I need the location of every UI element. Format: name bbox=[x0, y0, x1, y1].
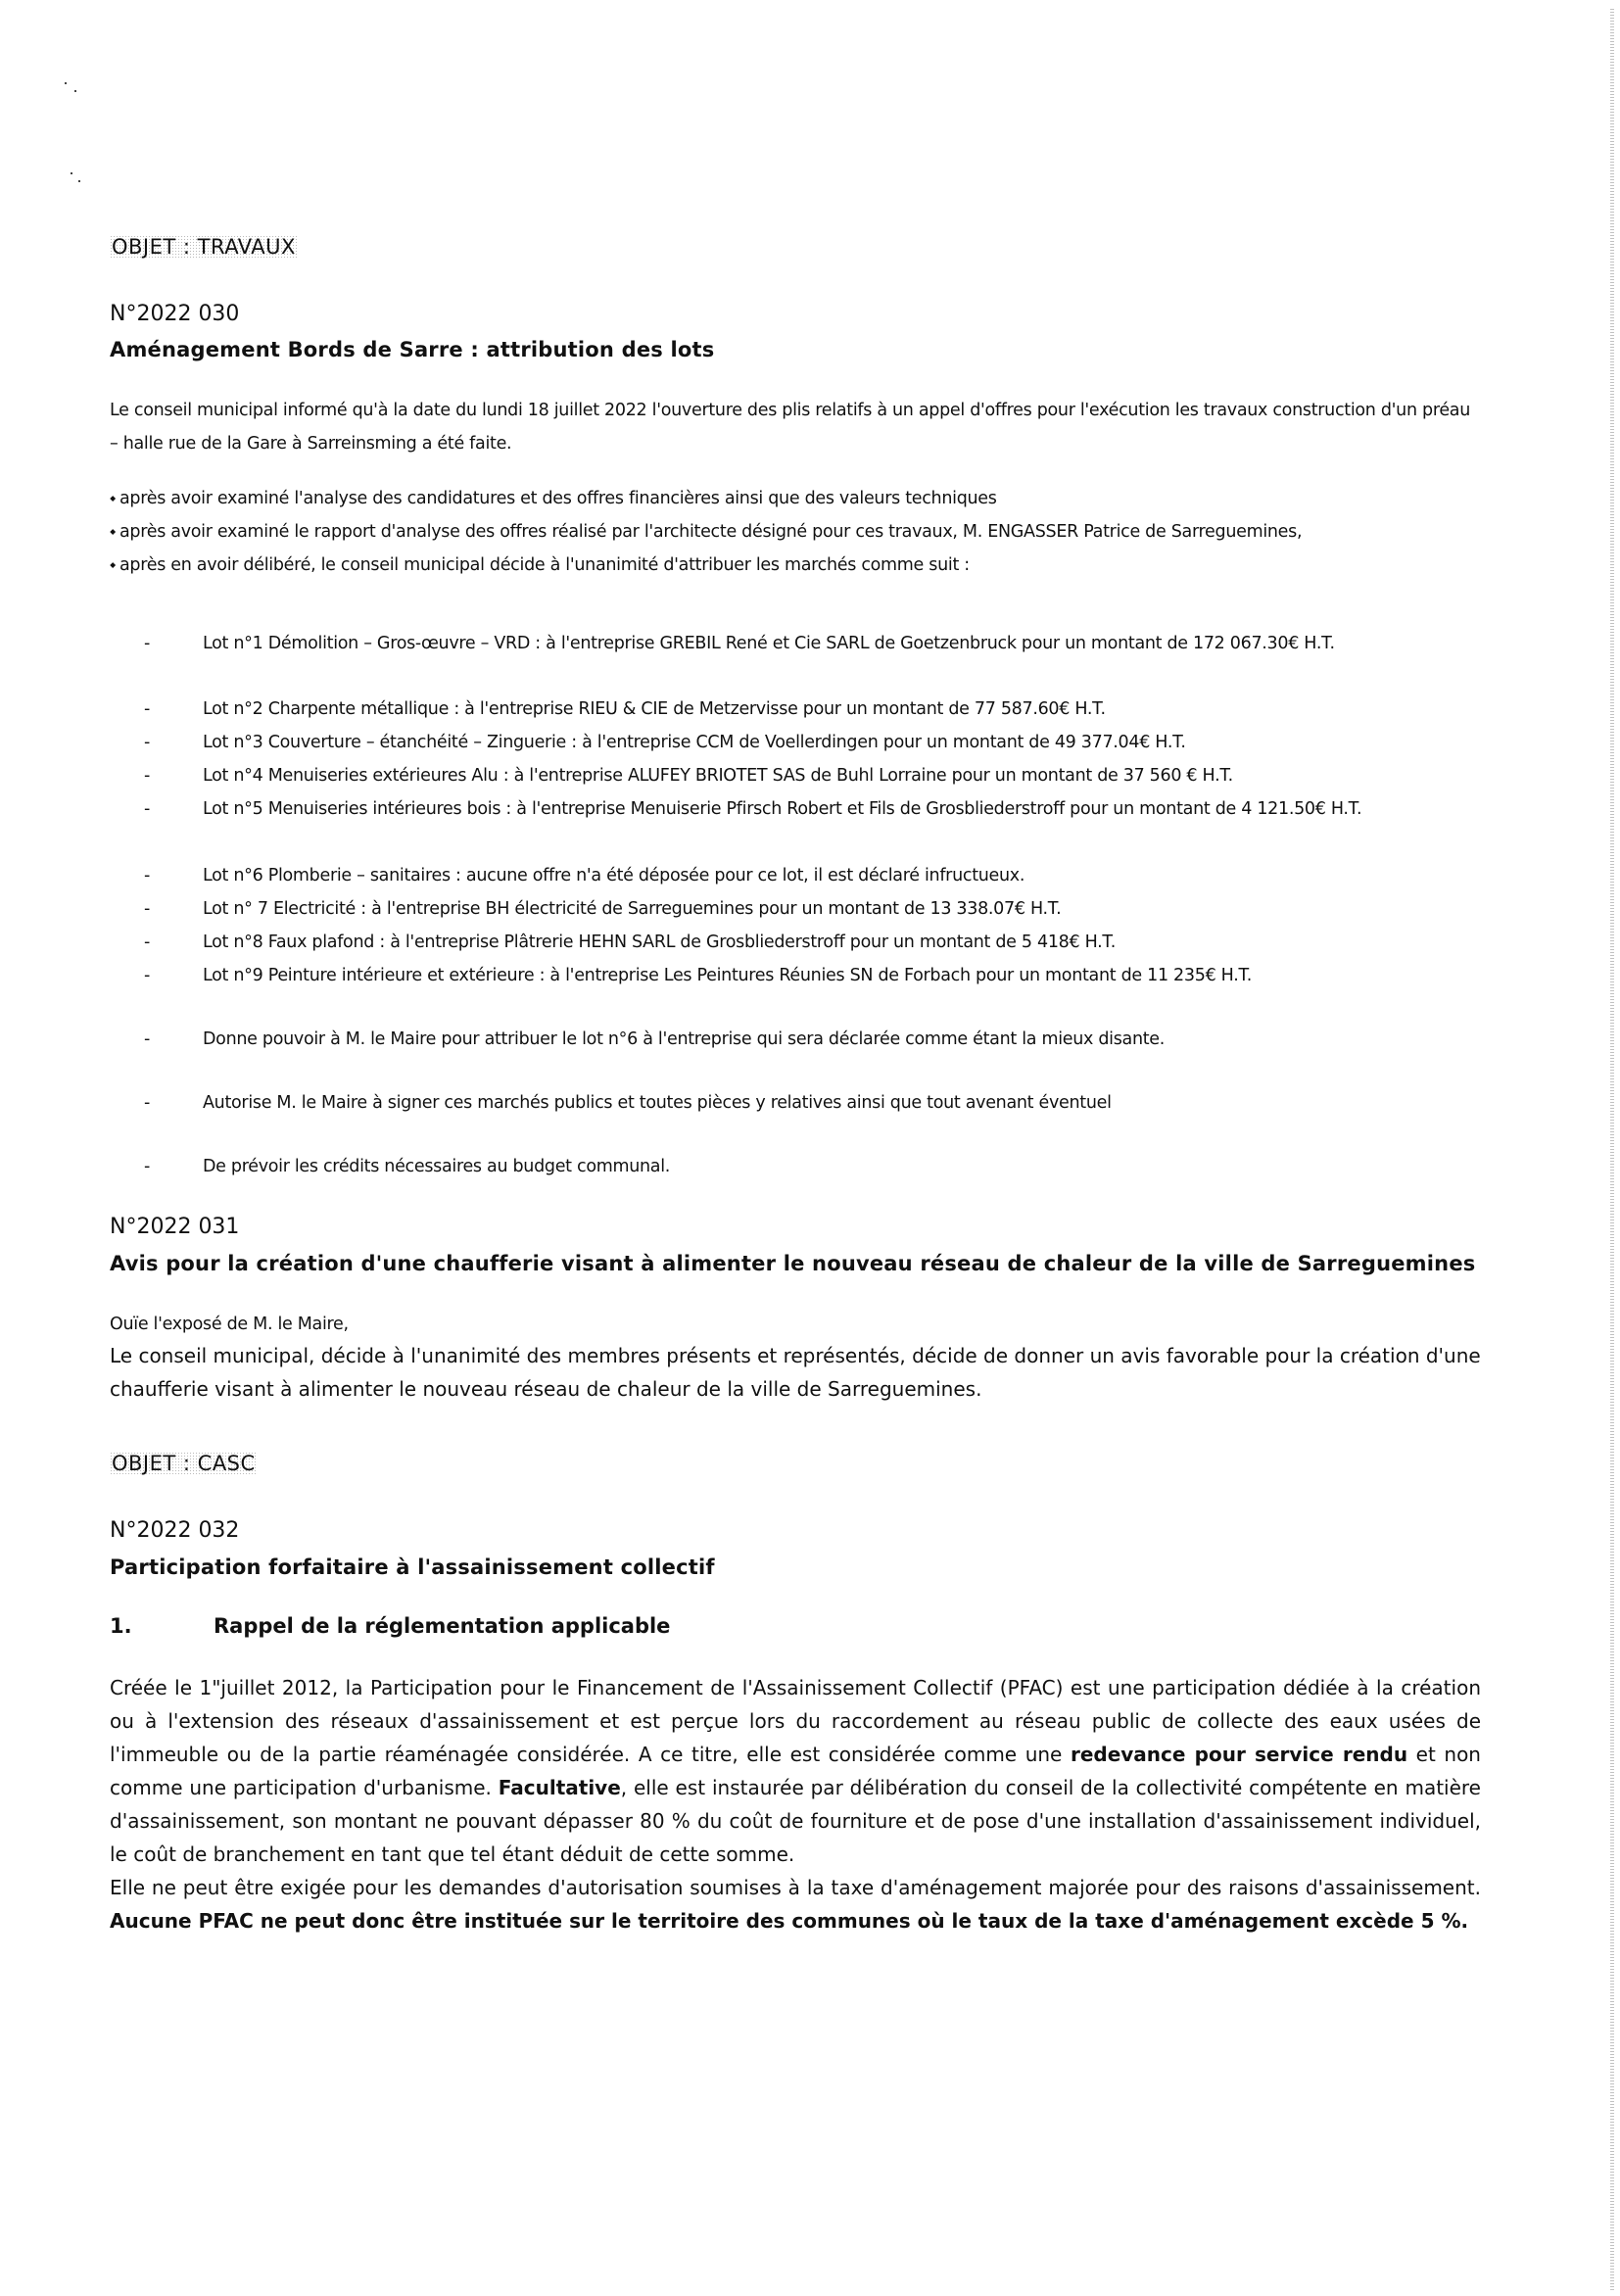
dash-bullet-icon: - bbox=[144, 799, 151, 819]
dash-bullet-icon: - bbox=[144, 1157, 151, 1176]
scan-edge-artifact bbox=[1610, 8, 1614, 2290]
regulation-paragraph-2: Elle ne peut être exigée pour les demandes d'autorisation soumises à la taxe d'aménagement majorée pour des raisons d'assainissement. Aucune PFAC ne peut donc être instituée sur le territoire des communes où le taux de la taxe d'aménagement excède 5 %. bbox=[110, 1876, 1481, 1933]
diamond-bullet-icon: ⬩ bbox=[110, 489, 116, 508]
lot-item-6: - Lot n°6 Plomberie – sanitaires : aucune offre n'a été déposée pour ce lot, il est déclaré infructueux. bbox=[203, 859, 1515, 892]
lot-item-5: - Lot n°5 Menuiseries intérieures bois : à l'entreprise Menuiserie Pfirsch Robert et Fils de Grosbliederstroff pour un montant de 4 121.50€ H.T. bbox=[203, 792, 1515, 826]
scan-speck bbox=[65, 82, 67, 84]
dash-bullet-icon: - bbox=[144, 1093, 151, 1113]
lot-item-4: - Lot n°4 Menuiseries extérieures Alu : à l'entreprise ALUFEY BRIOTET SAS de Buhl Lorraine pour un montant de 37 560 € H.T. bbox=[203, 759, 1515, 792]
lot-item-2: - Lot n°2 Charpente métallique : à l'entreprise RIEU & CIE de Metzervisse pour un montant de 77 587.60€ H.T. bbox=[203, 693, 1515, 726]
dash-bullet-icon: - bbox=[144, 766, 151, 786]
section-heading-travaux: OBJET : TRAVAUX bbox=[112, 235, 296, 259]
lot-item-8: - Lot n°8 Faux plafond : à l'entreprise Plâtrerie HEHN SARL de Grosbliederstroff pour un montant de 5 418€ H.T. bbox=[203, 926, 1515, 959]
preamble-text: Ouïe l'exposé de M. le Maire, bbox=[110, 1315, 349, 1334]
scan-speck bbox=[74, 90, 76, 92]
regulation-paragraph-1: Créée le 1"juillet 2012, la Participation pour le Financement de l'Assainissement Collectif (PFAC) est une participation dédiée à la création ou à l'extension des réseaux d'assainissement et est perçue lors du raccordement au réseau public de collecte des eaux usées de l'immeuble ou de la partie réaménagée considérée. A ce titre, elle est considérée comme une redevance pour service rendu et non comme une participation d'urbanisme. Facultative, elle est instaurée par délibération du conseil de la collectivité compétente en matière d'assainissement, son montant ne pouvant dépasser 80 % du coût de fourniture et de pose d'une installation d'assainissement individuel, le coût de branchement en tant que tel étant déduit de cette somme. bbox=[110, 1676, 1481, 1866]
deliberation-title: Aménagement Bords de Sarre : attribution des lots bbox=[110, 338, 715, 361]
diamond-bullet-icon: ⬩ bbox=[110, 555, 116, 575]
dash-bullet-icon: - bbox=[144, 634, 151, 653]
scan-speck bbox=[71, 172, 72, 174]
decision-item: - De prévoir les crédits nécessaires au budget communal. bbox=[203, 1150, 1515, 1183]
lot-item-7: - Lot n° 7 Electricité : à l'entreprise BH électricité de Sarreguemines pour un montant de 13 338.07€ H.T. bbox=[203, 892, 1515, 926]
dash-bullet-icon: - bbox=[144, 866, 151, 885]
section-heading-casc: OBJET : CASC bbox=[112, 1452, 256, 1475]
dash-bullet-icon: - bbox=[144, 699, 151, 719]
scan-speck bbox=[78, 180, 80, 182]
deliberation-number: N°2022 032 bbox=[110, 1518, 240, 1543]
dash-bullet-icon: - bbox=[144, 1029, 151, 1049]
dash-bullet-icon: - bbox=[144, 966, 151, 985]
subsection-heading: 1. Rappel de la réglementation applicable bbox=[110, 1614, 671, 1638]
decision-item: - Autorise M. le Maire à signer ces marchés publics et toutes pièces y relatives ainsi que tout avenant éventuel bbox=[203, 1086, 1515, 1120]
diamond-bullet-icon: ⬩ bbox=[110, 522, 116, 542]
consideration-item: ⬩ après avoir examiné l'analyse des candidatures et des offres financières ainsi que des valeurs techniques bbox=[110, 489, 997, 508]
deliberation-title: Avis pour la création d'une chaufferie visant à alimenter le nouveau réseau de chaleur de la ville de Sarreguemines bbox=[110, 1252, 1476, 1275]
consideration-item: ⬩ après en avoir délibéré, le conseil municipal décide à l'unanimité d'attribuer les marchés comme suit : bbox=[110, 555, 970, 575]
deliberation-title: Participation forfaitaire à l'assainissement collectif bbox=[110, 1555, 715, 1579]
dash-bullet-icon: - bbox=[144, 933, 151, 952]
dash-bullet-icon: - bbox=[144, 899, 151, 919]
dash-bullet-icon: - bbox=[144, 733, 151, 752]
lot-item-9: - Lot n°9 Peinture intérieure et extérieure : à l'entreprise Les Peintures Réunies SN de Forbach pour un montant de 11 235€ H.T. bbox=[203, 959, 1515, 992]
deliberation-number: N°2022 031 bbox=[110, 1215, 240, 1239]
lot-item-3: - Lot n°3 Couverture – étanchéité – Zinguerie : à l'entreprise CCM de Voellerdingen pour un montant de 49 377.04€ H.T. bbox=[203, 726, 1515, 759]
consideration-list bbox=[110, 482, 1481, 582]
intro-paragraph: Le conseil municipal informé qu'à la date du lundi 18 juillet 2022 l'ouverture des plis relatifs à un appel d'offres pour l'exécution les travaux construction d'un préau – halle rue de la Gare à Sarreinsming a été faite. bbox=[110, 401, 1471, 454]
deliberation-number: N°2022 030 bbox=[110, 302, 240, 326]
decision-paragraph: Le conseil municipal, décide à l'unanimité des membres présents et représentés, décide de donner un avis favorable pour la création d'une chaufferie visant à alimenter le nouveau réseau de chaleur de la ville de Sarreguemines. bbox=[110, 1344, 1481, 1401]
lot-item-1: - Lot n°1 Démolition – Gros-œuvre – VRD : à l'entreprise GREBIL René et Cie SARL de Goetzenbruck pour un montant de 172 067.30€ H.T. bbox=[203, 627, 1515, 660]
consideration-item: ⬩ après avoir examiné le rapport d'analyse des offres réalisé par l'architecte désigné pour ces travaux, M. ENGASSER Patrice de Sarreguemines, bbox=[110, 522, 1303, 542]
decision-item: - Donne pouvoir à M. le Maire pour attribuer le lot n°6 à l'entreprise qui sera déclarée comme étant la mieux disante. bbox=[203, 1023, 1515, 1056]
